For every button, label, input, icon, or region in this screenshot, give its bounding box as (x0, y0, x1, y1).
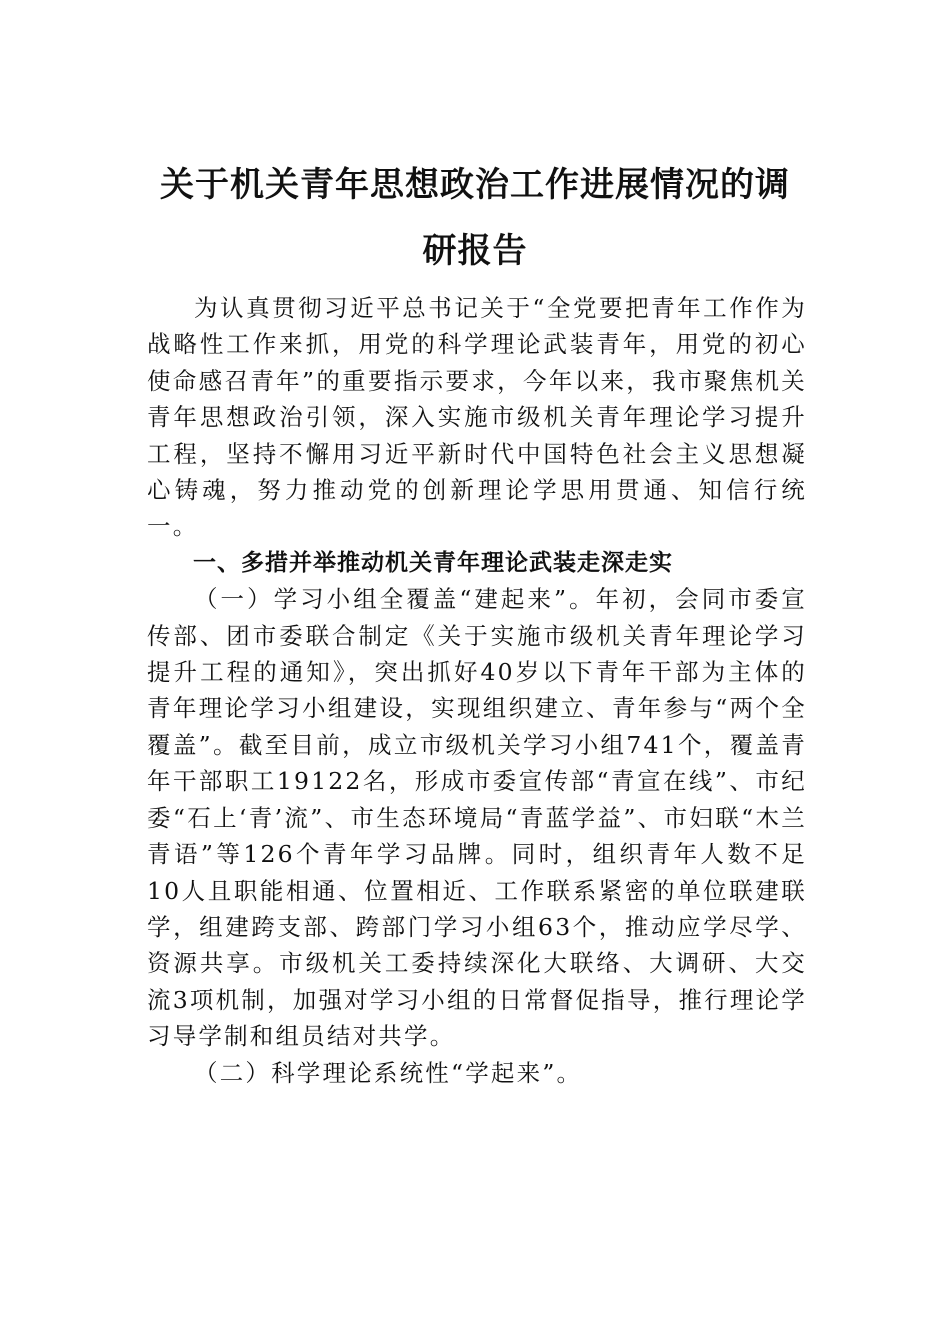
subsection-2-paragraph (147, 1055, 807, 1091)
title-line-2: 研报告 (422, 231, 528, 271)
document-title (140, 152, 810, 284)
intro-paragraph: 为认真贯彻习近平总书记关于“全党要把青年工作作为战略性工作来抓，用党的科学理论武装青年，用党的初心使命感召青年”的重要指示要求，今年以来，我市聚焦机关青年思想政治引领，深入实施市级机关青年理论学习提升工程，坚持不懈用习近平新时代中国特色社会主义思想凝心铸魂，努力推动党的创新理论学思用贯通、知信行统一。 (147, 294, 807, 541)
subsection-1-paragraph (147, 581, 807, 1054)
subsection-2-heading: （二）科学理论系统性“学起来”。 (194, 1058, 583, 1087)
subsection-1-heading: （一）学习小组全覆盖“建起来”。 (194, 585, 596, 614)
subsection-1-body: 年初，会同市委宣传部、团市委联合制定《关于实施市级机关青年理论学习提升工程的通知》，突出抓好40岁以下青年干部为主体的青年理论学习小组建设，实现组织建立、青年参与“两个全覆盖”。截至目前，成立市级机关学习小组741个，覆盖青年干部职工19122名，形成市委宣传部“青宣在线”、市纪委“石上‘青’流”、市生态环境局“青蓝学益”、市妇联“木兰青语”等126个青年学习品牌。同时，组织青年人数不足10人且职能相通、位置相近、工作联系紧密的单位联建联学，组建跨支部、跨部门学习小组63个，推动应学尽学、资源共享。市级机关工委持续深化大联络、大调研、大交流3项机制，加强对学习小组的日常督促指导，推行理论学习导学制和组员结对共学。 (147, 585, 807, 1051)
title-line-1: 关于机关青年思想政治工作进展情况的调 (160, 165, 790, 205)
document-body (147, 290, 807, 1091)
section-1-heading: 一、多措并举推动机关青年理论武装走深走实 (193, 549, 673, 576)
